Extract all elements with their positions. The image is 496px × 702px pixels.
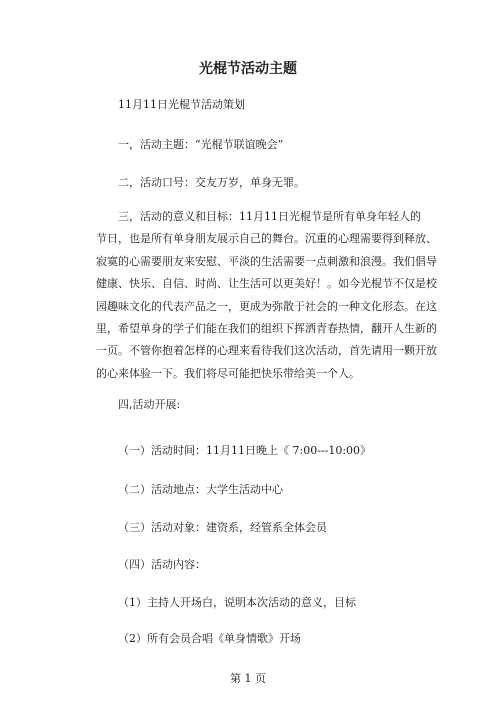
purpose-line: 节日，也是所有单身朋友展示自己的舞台。沉重的心理需要得到释放、 xyxy=(96,232,437,246)
content-heading: （四）活动内容： xyxy=(118,558,206,571)
document-title: 光棍节活动主题 xyxy=(199,61,297,77)
purpose-line: 里，希望单身的学子们能在我们的组织下挥洒青春热情，翻开人生新的 xyxy=(96,322,437,336)
purpose-line: 园趣味文化的代表产品之一，更成为弥散于社会的一种文化形态。在这 xyxy=(96,299,437,313)
activity-slogan: 二，活动口号：交友万岁，单身无罪。 xyxy=(118,176,305,189)
development-heading: 四,活动开展: xyxy=(118,398,181,411)
activity-audience: （三）活动对象：建资系，经管系全体会员 xyxy=(118,521,327,534)
activity-location: （二）活动地点：大学生活动中心 xyxy=(118,483,283,496)
content-item-1: （1）主持人开场白，说明本次活动的意义，目标 xyxy=(118,596,356,609)
purpose-line: 健康、快乐、自信、时尚、让生活可以更美好！。如今光棍节不仅是校 xyxy=(96,277,437,291)
content-item-2: （2）所有会员合唱《单身情歌》开场 xyxy=(118,632,301,645)
page-number: 第 1 页 xyxy=(230,672,266,685)
purpose-paragraph xyxy=(96,206,437,385)
activity-theme: 一，活动主题：“光棍节联谊晚会” xyxy=(118,138,284,151)
purpose-line: 的心来体验一下。我们将尽可能把快乐带给美一个人。 xyxy=(96,366,360,380)
subtitle: 11月11日光棍节活动策划 xyxy=(118,98,245,111)
purpose-line: 一页。不管你抱着怎样的心理来看待我们这次活动，首先请用一颗开放 xyxy=(96,344,437,358)
purpose-line: 三，活动的意义和目标：11月11日光棍节是所有单身年轻人的 xyxy=(118,210,421,223)
purpose-line: 寂寞的心需要朋友来安慰、平淡的生活需要一点刺激和浪漫。我们倡导 xyxy=(96,254,437,268)
activity-time: （一）活动时间：11月11日晚上《 7:00---10:00》 xyxy=(118,444,372,457)
